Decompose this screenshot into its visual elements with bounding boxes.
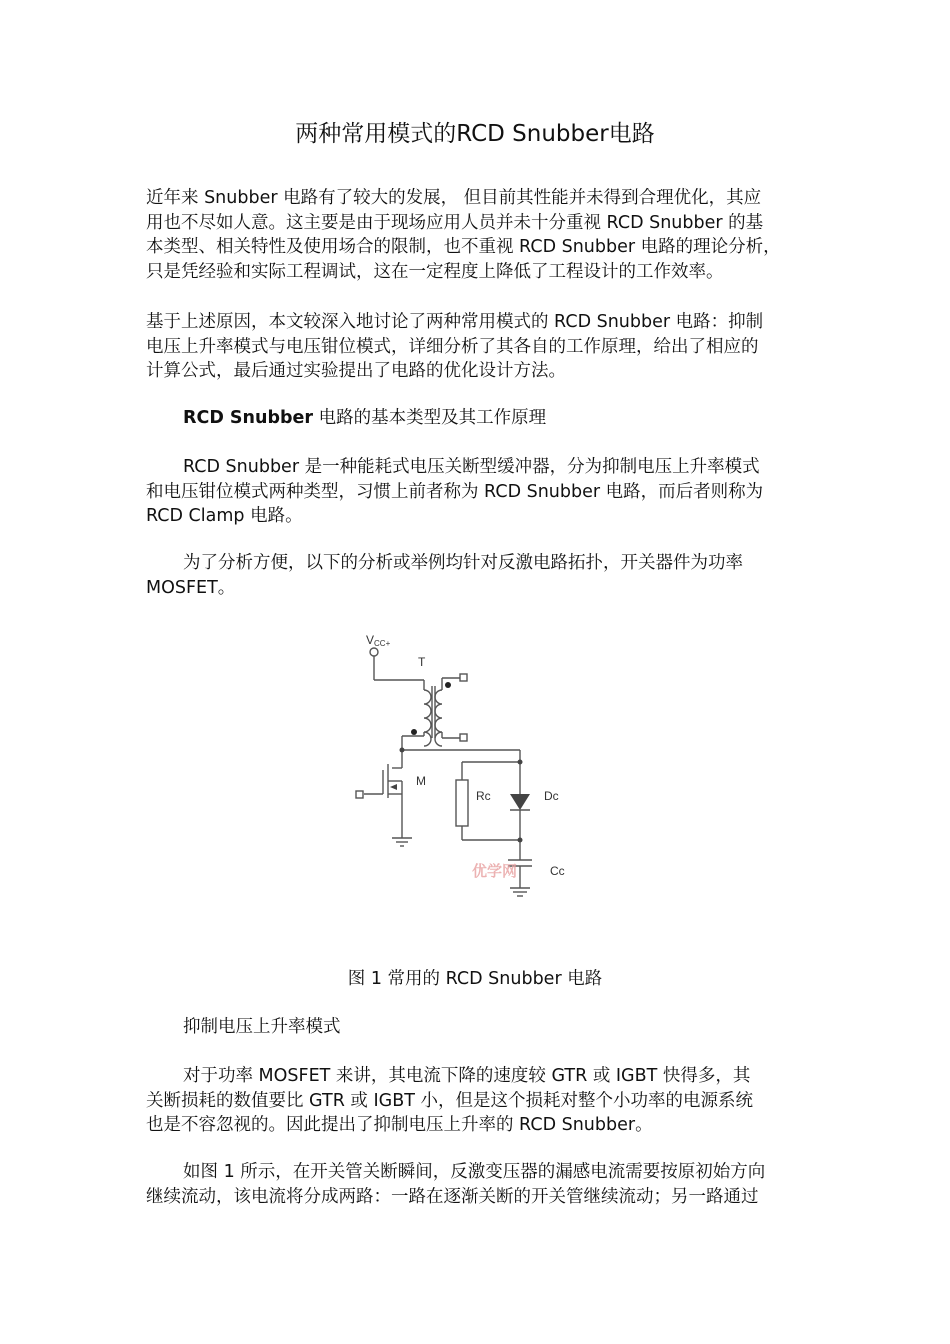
text-line: RCD Clamp 电路。 <box>146 506 303 526</box>
text-line: RCD Snubber 是一种能耗式电压关断型缓冲器，分为抑制电压上升率模式 <box>183 457 760 477</box>
text-line: 基于上述原因，本文较深入地讨论了两种常用模式的 RCD Snubber 电路：抑制 <box>146 312 764 332</box>
text-line: 继续流动，该电流将分成两路：一路在逐渐关断的开关管继续流动；另一路通过 <box>146 1186 759 1207</box>
text-line: 电压上升率模式与电压钳位模式，详细分析了其各自的工作原理，给出了相应的 <box>146 336 759 357</box>
paragraph-rcd-definition <box>146 455 808 529</box>
gate-terminal <box>356 791 363 798</box>
diode-label: Dc <box>544 789 559 803</box>
paragraph-intro <box>146 186 808 284</box>
rcd-snubber-circuit-diagram <box>352 628 572 906</box>
text-line: 对于功率 MOSFET 来讲，其电流下降的速度较 GTR 或 IGBT 快得多，其 <box>183 1066 751 1086</box>
text-line: 如图 1 所示，在开关管关断瞬间，反激变压器的漏感电流需要按原初始方向 <box>183 1162 766 1182</box>
text-line: 近年来 Snubber 电路有了较大的发展， 但目前其性能并未得到合理优化，其应 <box>146 188 762 208</box>
circuit-figure <box>352 628 572 906</box>
text-line: 只是凭经验和实际工程调试，这在一定程度上降低了工程设计的工作效率。 <box>146 261 724 282</box>
paragraph-mosfet-loss <box>146 1064 808 1138</box>
paragraph-analysis-note <box>146 551 808 600</box>
diode-dc <box>510 794 530 810</box>
text-line: 计算公式，最后通过实验提出了电路的优化设计方法。 <box>146 361 566 381</box>
transformer-label: T <box>418 655 426 669</box>
text-line: 和电压钳位模式两种类型，习惯上前者称为 RCD Snubber 电路，而后者则称为 <box>146 481 764 502</box>
figure-caption: 图 1 常用的 RCD Snubber 电路 <box>347 969 603 989</box>
mosfet-label: M <box>416 774 426 788</box>
section-heading-dvdt <box>146 1015 808 1040</box>
text-line: MOSFET。 <box>146 577 236 598</box>
heading-text: 抑制电压上升率模式 <box>183 1017 341 1037</box>
section-heading-types <box>146 406 808 431</box>
document-title: 两种常用模式的RCD Snubber电路 <box>295 121 655 147</box>
heading-text: 电路的基本类型及其工作原理 <box>313 408 547 428</box>
resistor-rc <box>456 780 468 826</box>
secondary-winding <box>435 690 442 746</box>
secondary-terminal-bottom <box>460 734 467 741</box>
vcc-label: V <box>366 633 375 647</box>
polarity-dot <box>411 729 417 735</box>
polarity-dot <box>445 682 451 688</box>
vcc-terminal <box>370 648 378 656</box>
capacitor-label: Cc <box>550 864 565 878</box>
text-line: 为了分析方便，以下的分析或举例均针对反激电路拓扑，开关器件为功率 <box>183 553 743 573</box>
watermark-text: 优学网 <box>472 862 518 880</box>
resistor-label: Rc <box>476 789 491 803</box>
secondary-terminal-top <box>460 674 467 681</box>
vcc-subscript: CC+ <box>374 639 391 648</box>
paragraph-leakage-current <box>146 1160 808 1209</box>
text-line: 也是不容忽视的。因此提出了抑制电压上升率的 RCD Snubber。 <box>146 1115 653 1135</box>
svg-text:VCC+ <box>366 633 391 648</box>
heading-bold-text: RCD Snubber <box>183 408 314 428</box>
text-line: 用也不尽如人意。这主要是由于现场应用人员并未十分重视 RCD Snubber 的基 <box>146 212 764 233</box>
paragraph-purpose <box>146 310 808 384</box>
text-line: 本类型、相关特性及使用场合的限制，也不重视 RCD Snubber 电路的理论分析， <box>146 237 781 257</box>
text-line: 关断损耗的数值要比 GTR 或 IGBT 小，但是这个损耗对整个小功率的电源系统 <box>146 1090 753 1111</box>
primary-winding <box>424 690 431 746</box>
